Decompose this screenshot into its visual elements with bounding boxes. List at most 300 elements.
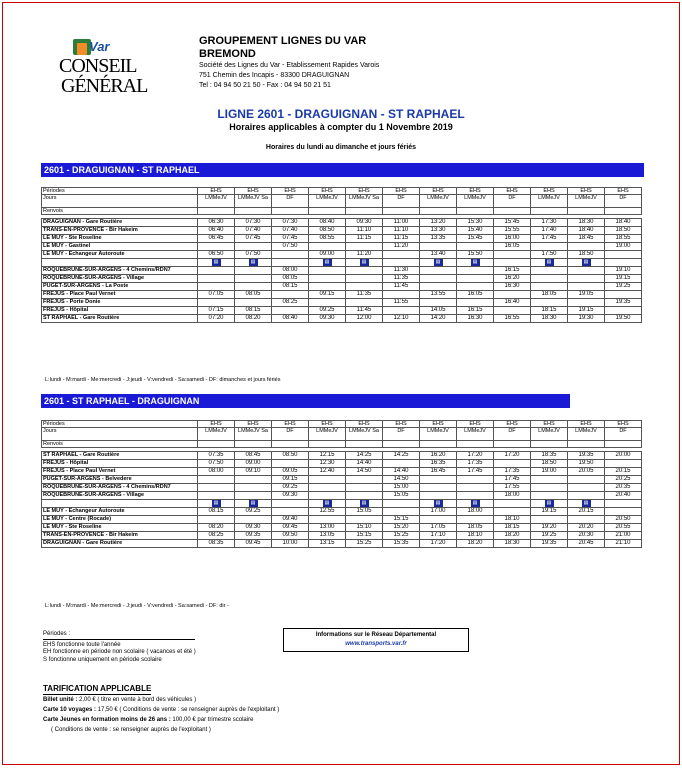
time-cell [198, 275, 235, 283]
time-cell: 09:00 [309, 251, 346, 259]
time-cell [309, 299, 346, 307]
time-cell: 18:05 [531, 291, 568, 299]
time-cell [605, 208, 642, 215]
time-cell: 09:45 [272, 524, 309, 532]
time-cell: 20:40 [605, 492, 642, 500]
time-cell: EHS [568, 188, 605, 195]
company-phone: Tel : 04 94 50 21 50 - Fax : 04 94 50 21 51 [199, 82, 331, 89]
time-cell [457, 299, 494, 307]
time-cell [383, 500, 420, 508]
time-cell: 15:00 [383, 484, 420, 492]
time-cell [494, 441, 531, 448]
timetable-page [2, 2, 680, 765]
time-cell: EHS [346, 421, 383, 428]
time-cell [531, 516, 568, 524]
ticket-flag-icon [346, 259, 383, 267]
tarification: TARIFICATION APPLICABLE Billet unité : 2,00 € ( titre en vente à bord des véhicules ) Carte 10 voyages : 17,50 € ( Conditions de vente : se renseigner auprès de l'exploitant ) Carte Jeunes en formation moins de 26 ans : 100,00 € par trimestre scolaire ( Conditions de vente : se renseigner auprès de l'exploitant ) [43, 684, 280, 733]
table-row [42, 492, 642, 500]
stop-name [42, 500, 198, 508]
table1-heading: 2601 - DRAGUIGNAN - ST RAPHAEL [41, 163, 644, 177]
time-cell: 17:45 [457, 468, 494, 476]
time-cell [494, 208, 531, 215]
time-cell: EHS [494, 188, 531, 195]
bus-icon: ▤ [212, 500, 221, 507]
table-row [42, 188, 642, 195]
time-cell: 18:35 [531, 452, 568, 460]
time-cell: 17:45 [531, 235, 568, 243]
bus-icon: ▤ [582, 259, 591, 266]
time-cell: 19:35 [568, 452, 605, 460]
table2-legend: L:lundi - M:mardi - Me:mercredi - J:jeudi - V:vendredi - Sa:samedi - DF: dir - [45, 603, 229, 609]
table-row [42, 508, 642, 516]
stop-name: Périodes [42, 421, 198, 428]
time-cell [198, 476, 235, 484]
time-cell [346, 283, 383, 291]
time-cell [605, 508, 642, 516]
time-cell: 12:40 [309, 468, 346, 476]
time-cell: 10:00 [272, 540, 309, 548]
time-cell: 08:05 [272, 275, 309, 283]
time-cell: 13:30 [420, 227, 457, 235]
time-cell [272, 460, 309, 468]
time-cell [568, 299, 605, 307]
time-cell: 09:50 [272, 532, 309, 540]
time-cell: LMMeJV [457, 195, 494, 208]
time-cell: 16:15 [457, 307, 494, 315]
time-cell: 07:50 [235, 251, 272, 259]
time-cell [531, 476, 568, 484]
time-cell: EHS [346, 188, 383, 195]
time-cell [605, 251, 642, 259]
table-row [42, 476, 642, 484]
time-cell: EHS [198, 188, 235, 195]
time-cell: 11:35 [383, 275, 420, 283]
time-cell: 15:20 [383, 524, 420, 532]
time-cell [272, 500, 309, 508]
time-cell: 16:45 [420, 468, 457, 476]
time-cell: 17:55 [494, 484, 531, 492]
company-address: 751 Chemin des Incapis - 83300 DRAGUIGNAN [199, 72, 350, 79]
stop-name: DRAGUIGNAN - Gare Routière [42, 219, 198, 227]
table-row [42, 460, 642, 468]
time-cell [457, 243, 494, 251]
time-cell [494, 460, 531, 468]
time-cell: LMMeJV Sa [346, 428, 383, 441]
time-cell [568, 476, 605, 484]
time-cell: 14:50 [383, 476, 420, 484]
ticket-flag-icon [235, 259, 272, 267]
time-cell [198, 484, 235, 492]
bus-icon: ▤ [323, 500, 332, 507]
bus-icon: ▤ [212, 259, 221, 266]
time-cell: 08:15 [198, 508, 235, 516]
time-cell: 20:15 [568, 508, 605, 516]
time-cell: 17:10 [420, 532, 457, 540]
info-box: Informations sur le Réseau Départemental www.transports.var.fr [283, 628, 469, 652]
time-cell [605, 291, 642, 299]
time-cell: LMMeJV [457, 428, 494, 441]
line-title: LIGNE 2601 - DRAGUIGNAN - ST RAPHAEL [217, 107, 465, 121]
time-cell [235, 243, 272, 251]
time-cell [309, 283, 346, 291]
time-cell [309, 275, 346, 283]
time-cell [235, 283, 272, 291]
time-cell: 13:35 [420, 235, 457, 243]
time-cell: DF [605, 428, 642, 441]
time-cell [272, 251, 309, 259]
org-name: GROUPEMENT LIGNES DU VAR [199, 35, 367, 47]
time-cell: 14:05 [420, 307, 457, 315]
time-cell: DF [494, 195, 531, 208]
time-cell [494, 500, 531, 508]
time-cell: 19:00 [531, 468, 568, 476]
time-cell [346, 243, 383, 251]
time-cell: DF [494, 428, 531, 441]
time-cell [346, 275, 383, 283]
time-cell: 06:40 [198, 227, 235, 235]
ticket-flag-icon [198, 259, 235, 267]
time-cell: 19:35 [531, 540, 568, 548]
time-cell [198, 267, 235, 275]
time-cell: 13:05 [309, 532, 346, 540]
time-cell [531, 299, 568, 307]
table-row [42, 532, 642, 540]
time-cell: 08:50 [272, 452, 309, 460]
stop-name: Périodes [42, 188, 198, 195]
time-cell [420, 243, 457, 251]
stop-name: ST RAPHAEL - Gare Routière [42, 452, 198, 460]
time-cell: 16:05 [457, 291, 494, 299]
time-cell: 15:35 [383, 540, 420, 548]
time-cell: 19:25 [531, 532, 568, 540]
time-cell: 11:20 [346, 251, 383, 259]
time-cell [420, 208, 457, 215]
table-row [42, 468, 642, 476]
time-cell: 15:40 [457, 227, 494, 235]
table-row [42, 275, 642, 283]
stop-name: LE MUY - Gastinel [42, 243, 198, 251]
time-cell: 11:15 [346, 235, 383, 243]
time-cell: DF [383, 195, 420, 208]
time-cell: 16:40 [494, 299, 531, 307]
table-row [42, 315, 642, 323]
info-link[interactable]: www.transports.var.fr [345, 641, 407, 647]
time-cell [272, 441, 309, 448]
time-cell: 09:00 [235, 460, 272, 468]
time-cell [457, 516, 494, 524]
time-cell [198, 299, 235, 307]
time-cell: 19:15 [605, 275, 642, 283]
time-cell: 19:20 [531, 524, 568, 532]
time-cell [383, 307, 420, 315]
time-cell: 18:45 [568, 235, 605, 243]
bus-icon: ▤ [545, 259, 554, 266]
time-cell [494, 259, 531, 267]
time-cell: 16:30 [494, 283, 531, 291]
time-cell [346, 267, 383, 275]
time-cell: 19:00 [605, 243, 642, 251]
stop-name: ROQUEBRUNE-SUR-ARGENS - 4 Chemins/RDN7 [42, 484, 198, 492]
table-row [42, 299, 642, 307]
company-name: Société des Lignes du Var - Etablissement Rapides Varois [199, 62, 380, 69]
time-cell: DF [272, 428, 309, 441]
time-cell [457, 208, 494, 215]
time-cell: EHS [383, 188, 420, 195]
stop-name: Renvois [42, 441, 198, 448]
time-cell: EHS [494, 421, 531, 428]
time-cell: 07:40 [272, 227, 309, 235]
table-row [42, 428, 642, 441]
time-cell: 20:15 [605, 468, 642, 476]
time-cell [494, 307, 531, 315]
table2-heading: 2601 - ST RAPHAEL - DRAGUIGNAN [41, 394, 570, 408]
table-row [42, 259, 642, 267]
time-cell: 16:20 [420, 452, 457, 460]
time-cell [531, 208, 568, 215]
time-cell [235, 299, 272, 307]
time-cell: 17:50 [531, 251, 568, 259]
time-cell: 07:30 [235, 219, 272, 227]
stop-name: LE MUY - Ste Roseline [42, 524, 198, 532]
time-cell [420, 492, 457, 500]
table-row [42, 540, 642, 548]
time-cell [457, 267, 494, 275]
time-cell: EHS [235, 188, 272, 195]
time-cell [531, 243, 568, 251]
time-cell [198, 283, 235, 291]
time-cell: 15:15 [346, 532, 383, 540]
bus-icon: ▤ [545, 500, 554, 507]
time-cell: EHS [457, 188, 494, 195]
time-cell: 15:10 [346, 524, 383, 532]
company-header [199, 35, 379, 91]
time-cell: 19:30 [568, 315, 605, 323]
time-cell [272, 259, 309, 267]
time-cell: 16:00 [494, 235, 531, 243]
time-cell: 16:15 [494, 267, 531, 275]
conseil-general-logo: Var CONSEIL GÉNÉRAL [59, 39, 148, 97]
time-cell: 07:15 [198, 307, 235, 315]
time-cell: 19:05 [568, 291, 605, 299]
time-cell: LMMeJV [420, 428, 457, 441]
time-cell: 17:35 [457, 460, 494, 468]
time-cell [346, 441, 383, 448]
time-cell: 20:25 [605, 476, 642, 484]
time-cell: 18:40 [605, 219, 642, 227]
time-cell [494, 291, 531, 299]
time-cell [457, 476, 494, 484]
time-cell [531, 441, 568, 448]
time-cell [568, 484, 605, 492]
ticket-flag-icon [198, 500, 235, 508]
bus-icon: ▤ [249, 500, 258, 507]
time-cell [309, 243, 346, 251]
time-cell: 20:30 [568, 532, 605, 540]
time-cell: EHS [531, 188, 568, 195]
stop-name: FREJUS - Hôpital [42, 307, 198, 315]
stop-name: ROQUEBRUNE-SUR-ARGENS - 4 Chemins/RDN7 [42, 267, 198, 275]
time-cell: 16:30 [457, 315, 494, 323]
stop-name: ROQUEBRUNE-SUR-ARGENS - Village [42, 492, 198, 500]
time-cell: 09:15 [272, 476, 309, 484]
time-cell [568, 275, 605, 283]
time-cell: 09:35 [235, 532, 272, 540]
time-cell: 18:30 [494, 540, 531, 548]
stop-name: ROQUEBRUNE-SUR-ARGENS - Village [42, 275, 198, 283]
time-cell [235, 484, 272, 492]
time-cell: 11:55 [383, 299, 420, 307]
time-cell [568, 243, 605, 251]
ticket-flag-icon [568, 259, 605, 267]
time-cell: 13:20 [420, 219, 457, 227]
table-row [42, 219, 642, 227]
ticket-flag-icon [309, 259, 346, 267]
time-cell: 18:55 [605, 235, 642, 243]
time-cell [531, 283, 568, 291]
time-cell [457, 492, 494, 500]
table-row [42, 524, 642, 532]
stop-name: DRAGUIGNAN - Gare Routière [42, 540, 198, 548]
time-cell: DF [272, 195, 309, 208]
time-cell [309, 492, 346, 500]
time-cell: 08:15 [272, 283, 309, 291]
table-row [42, 267, 642, 275]
time-cell: 08:25 [272, 299, 309, 307]
time-cell [605, 500, 642, 508]
time-cell: 07:35 [198, 452, 235, 460]
time-cell [494, 251, 531, 259]
bus-icon: ▤ [360, 259, 369, 266]
time-cell: 13:55 [420, 291, 457, 299]
time-cell: LMMeJV [198, 428, 235, 441]
time-cell: 08:05 [235, 291, 272, 299]
time-cell [346, 484, 383, 492]
time-cell: LMMeJV Sa [235, 195, 272, 208]
time-cell [235, 275, 272, 283]
time-cell: 17:20 [494, 452, 531, 460]
time-cell: 08:35 [198, 540, 235, 548]
time-cell: 18:20 [494, 532, 531, 540]
time-cell: 15:05 [346, 508, 383, 516]
time-cell [383, 259, 420, 267]
table-row [42, 208, 642, 215]
time-cell: 08:25 [198, 532, 235, 540]
time-cell: EHS [420, 188, 457, 195]
time-cell [272, 307, 309, 315]
time-cell [198, 492, 235, 500]
stop-name: ST RAPHAEL - Gare Routière [42, 315, 198, 323]
time-cell [568, 441, 605, 448]
time-cell: 18:00 [494, 492, 531, 500]
stop-name: LE MUY - Echangeur Autoroute [42, 508, 198, 516]
time-cell [383, 251, 420, 259]
time-cell [235, 492, 272, 500]
time-cell [605, 307, 642, 315]
time-cell: EHS [272, 188, 309, 195]
stop-name: PUGET-SUR-ARGENS - La Poste [42, 283, 198, 291]
time-cell: LMMeJV [309, 428, 346, 441]
time-cell: 19:15 [531, 508, 568, 516]
days-note: Horaires du lundi au dimanche et jours fériés [265, 144, 417, 151]
time-cell [568, 283, 605, 291]
time-cell: LMMeJV [309, 195, 346, 208]
time-cell: 07:20 [198, 315, 235, 323]
timetable-draguignan-st-raphael [41, 187, 642, 323]
time-cell: 11:20 [383, 243, 420, 251]
time-cell: 11:10 [383, 227, 420, 235]
time-cell: 08:55 [309, 235, 346, 243]
time-cell: 07:40 [235, 227, 272, 235]
time-cell: 17:35 [494, 468, 531, 476]
time-cell [420, 267, 457, 275]
time-cell [346, 476, 383, 484]
time-cell: 15:05 [383, 492, 420, 500]
time-cell: 15:45 [457, 235, 494, 243]
time-cell: 09:40 [272, 516, 309, 524]
ticket-flag-icon [568, 500, 605, 508]
time-cell: 08:50 [309, 227, 346, 235]
time-cell: EHS [198, 421, 235, 428]
time-cell: 15:15 [383, 516, 420, 524]
table-row [42, 243, 642, 251]
time-cell [346, 492, 383, 500]
time-cell: 07:50 [198, 460, 235, 468]
time-cell: 13:40 [420, 251, 457, 259]
time-cell [420, 299, 457, 307]
time-cell [235, 476, 272, 484]
time-cell: 09:25 [235, 508, 272, 516]
ticket-flag-icon [420, 500, 457, 508]
time-cell [568, 492, 605, 500]
table-row [42, 452, 642, 460]
time-cell: LMMeJV [568, 428, 605, 441]
time-cell: 11:00 [383, 219, 420, 227]
time-cell: 09:30 [346, 219, 383, 227]
time-cell: 14:25 [346, 452, 383, 460]
time-cell: 17:00 [420, 508, 457, 516]
periodes-legend: Périodes : EHS fonctionne toute l'année EH fonctionne en période non scolaire ( vacances et été ) S fonctionne uniquement en période scolaire [43, 631, 196, 663]
time-cell: 12:15 [309, 452, 346, 460]
time-cell: LMMeJV [531, 195, 568, 208]
ticket-flag-icon [457, 259, 494, 267]
table-row [42, 421, 642, 428]
bus-icon: ▤ [360, 500, 369, 507]
time-cell: 08:45 [235, 452, 272, 460]
time-cell [568, 516, 605, 524]
time-cell: 14:40 [383, 468, 420, 476]
time-cell [420, 516, 457, 524]
time-cell: LMMeJV [198, 195, 235, 208]
time-cell: 13:15 [309, 540, 346, 548]
time-cell: 17:40 [531, 227, 568, 235]
time-cell [309, 441, 346, 448]
stop-name: LE MUY - Echangeur Autoroute [42, 251, 198, 259]
time-cell: 08:40 [309, 219, 346, 227]
time-cell [457, 283, 494, 291]
time-cell: EHS [235, 421, 272, 428]
stop-name: TRANS-EN-PROVENCE - Bir Hakeim [42, 532, 198, 540]
time-cell: DF [383, 428, 420, 441]
time-cell: 07:30 [272, 219, 309, 227]
time-cell: 06:45 [198, 235, 235, 243]
time-cell [494, 508, 531, 516]
time-cell: 11:10 [346, 227, 383, 235]
time-cell [235, 441, 272, 448]
ticket-flag-icon [457, 500, 494, 508]
time-cell: EHS [383, 421, 420, 428]
time-cell: 06:50 [198, 251, 235, 259]
time-cell: 09:25 [272, 484, 309, 492]
